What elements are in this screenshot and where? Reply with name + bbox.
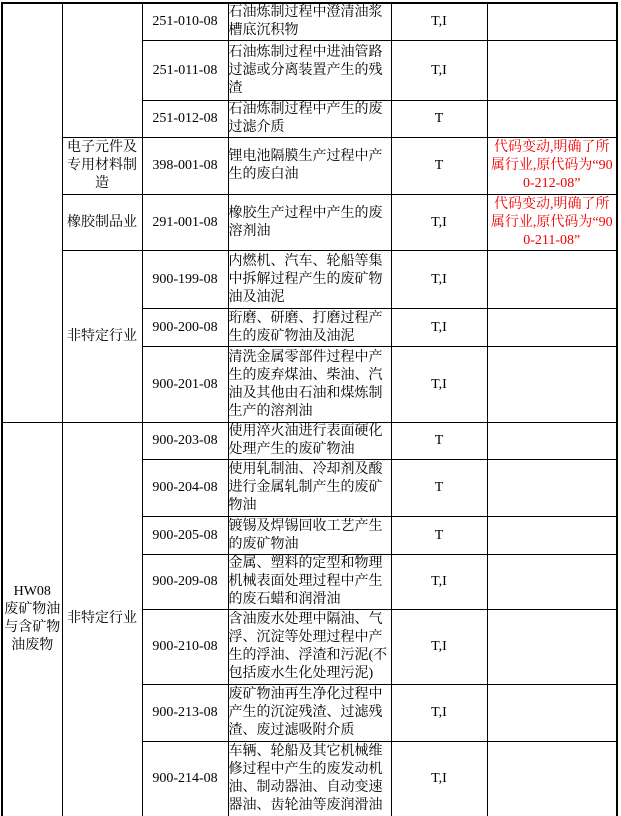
remark-cell xyxy=(487,101,617,138)
remark-cell xyxy=(487,309,617,347)
hazard-property-cell: T,I xyxy=(391,251,487,309)
remark-cell xyxy=(487,423,617,460)
hazard-property-cell: T,I xyxy=(391,347,487,423)
table-row xyxy=(2,423,617,460)
waste-code-cell: 291-001-08 xyxy=(142,195,228,251)
hazard-property-cell: T,I xyxy=(391,41,487,101)
waste-code-cell: 251-012-08 xyxy=(142,101,228,138)
hazard-property-cell: T,I xyxy=(391,555,487,610)
remark-cell: 代码变动,明确了所属行业,原代码为“900-211-08” xyxy=(487,195,617,251)
waste-description-cell: 废矿物油再生净化过程中产生的沉淀残渣、过滤残渣、废过滤吸附介质 xyxy=(228,685,391,742)
waste-description-cell: 珩磨、研磨、打磨过程产生的废矿物油及油泥 xyxy=(228,309,391,347)
hazard-property-cell: T xyxy=(391,101,487,138)
remark-cell xyxy=(487,347,617,423)
hazard-property-cell: T,I xyxy=(391,3,487,41)
waste-code-cell: 900-209-08 xyxy=(142,555,228,610)
hazard-property-cell: T,I xyxy=(391,309,487,347)
remark-cell xyxy=(487,3,617,41)
waste-description-cell: 使用淬火油进行表面硬化处理产生的废矿物油 xyxy=(228,423,391,460)
table-row xyxy=(2,3,617,41)
hazard-property-cell: T,I xyxy=(391,195,487,251)
remark-cell xyxy=(487,41,617,101)
waste-description-cell: 车辆、轮船及其它机械维修过程中产生的废发动机油、制动器油、自动变速器油、齿轮油等废润滑油 xyxy=(228,742,391,816)
remark-cell xyxy=(487,685,617,742)
remark-cell xyxy=(487,742,617,816)
waste-code-cell: 900-204-08 xyxy=(142,460,228,517)
waste-code-cell: 251-010-08 xyxy=(142,3,228,41)
hazard-property-cell: T xyxy=(391,138,487,195)
waste-description-cell: 锂电池隔膜生产过程中产生的废白油 xyxy=(228,138,391,195)
waste-code-cell: 900-210-08 xyxy=(142,610,228,685)
waste-code-cell: 900-213-08 xyxy=(142,685,228,742)
industry-cell xyxy=(62,3,142,138)
industry-cell: 非特定行业 xyxy=(62,423,142,816)
waste-description-cell: 石油炼制过程中澄清油浆槽底沉积物 xyxy=(228,3,391,41)
waste-code-cell: 251-011-08 xyxy=(142,41,228,101)
remark-cell: 代码变动,明确了所属行业,原代码为“900-212-08” xyxy=(487,138,617,195)
waste-code-cell: 900-199-08 xyxy=(142,251,228,309)
industry-cell: 电子元件及专用材料制造 xyxy=(62,138,142,195)
waste-code-cell: 900-214-08 xyxy=(142,742,228,816)
category-name: 废矿物油与含矿物油废物 xyxy=(4,602,61,654)
category-cell xyxy=(2,423,62,816)
waste-description-cell: 清洗金属零部件过程中产生的废弃煤油、柴油、汽油及其他由石油和煤炼制生产的溶剂油 xyxy=(228,347,391,423)
industry-cell: 橡胶制品业 xyxy=(62,195,142,251)
waste-description-cell: 使用轧制油、冷却剂及酸进行金属轧制产生的废矿物油 xyxy=(228,460,391,517)
remark-cell xyxy=(487,460,617,517)
waste-code-cell: 900-203-08 xyxy=(142,423,228,460)
waste-description-cell: 内燃机、汽车、轮船等集中拆解过程产生的废矿物油及油泥 xyxy=(228,251,391,309)
waste-description-cell: 石油炼制过程中产生的废过滤介质 xyxy=(228,101,391,138)
waste-description-cell: 镀锡及焊锡回收工艺产生的废矿物油 xyxy=(228,517,391,555)
category-cell xyxy=(2,3,62,423)
waste-code-cell: 398-001-08 xyxy=(142,138,228,195)
waste-description-cell: 橡胶生产过程中产生的废溶剂油 xyxy=(228,195,391,251)
remark-cell xyxy=(487,555,617,610)
hazard-property-cell: T,I xyxy=(391,685,487,742)
table-row xyxy=(2,251,617,309)
hazard-property-cell: T xyxy=(391,423,487,460)
remark-cell xyxy=(487,610,617,685)
hazard-property-cell: T xyxy=(391,517,487,555)
waste-description-cell: 含油废水处理中隔油、气浮、沉淀等处理过程中产生的浮油、浮渣和污泥(不包括废水生化处理污泥) xyxy=(228,610,391,685)
hazardous-waste-catalog-table xyxy=(1,2,618,816)
table-row xyxy=(2,138,617,195)
industry-cell: 非特定行业 xyxy=(62,251,142,423)
waste-code-cell: 900-205-08 xyxy=(142,517,228,555)
waste-code-cell: 900-200-08 xyxy=(142,309,228,347)
remark-cell xyxy=(487,251,617,309)
table-row xyxy=(2,195,617,251)
hazard-property-cell: T xyxy=(391,460,487,517)
document-page xyxy=(0,2,621,816)
waste-description-cell: 金属、塑料的定型和物理机械表面处理过程中产生的废石蜡和润滑油 xyxy=(228,555,391,610)
waste-description-cell: 石油炼制过程中进油管路过滤或分离装置产生的残渣 xyxy=(228,41,391,101)
hazard-property-cell: T,I xyxy=(391,610,487,685)
remark-cell xyxy=(487,517,617,555)
category-code: HW08 xyxy=(13,584,51,600)
waste-code-cell: 900-201-08 xyxy=(142,347,228,423)
hazard-property-cell: T,I xyxy=(391,742,487,816)
